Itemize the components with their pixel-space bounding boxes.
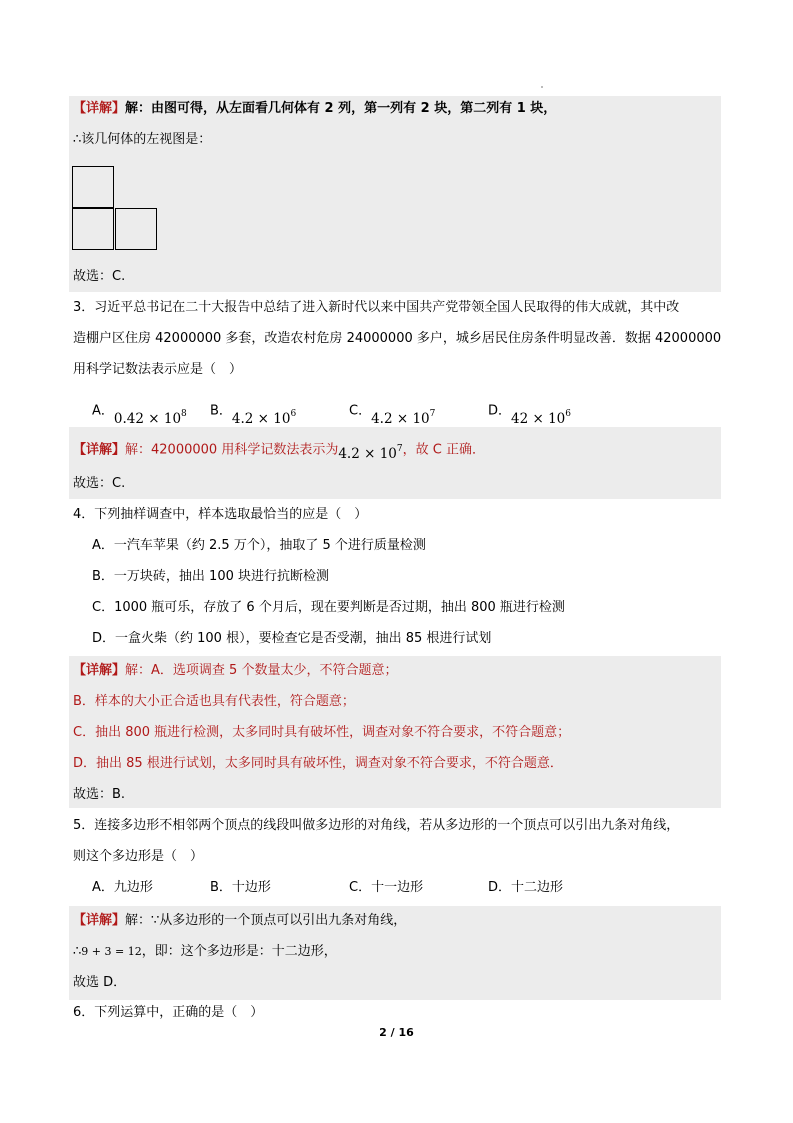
option-d: D．十二边形 bbox=[488, 880, 564, 895]
explanation-math bbox=[338, 446, 402, 462]
math-base: 4.2 × 10 bbox=[371, 410, 430, 427]
figure-square bbox=[72, 208, 114, 250]
explanation-line: B．样本的大小正合适也具有代表性，符合题意； bbox=[73, 694, 355, 709]
explanation-text: 解：由图可得，从左面看几何体有 2 列，第一列有 2 块，第二列有 1 块， bbox=[125, 101, 557, 116]
question-5-stem: 5．连接多边形不相邻两个顶点的线段叫做多边形的对角线，若从多边形的一个顶点可以引出九条对角线， bbox=[73, 818, 680, 833]
math-base: 0.42 × 10 bbox=[113, 410, 182, 427]
option-math bbox=[511, 411, 571, 427]
figure-square bbox=[72, 166, 114, 208]
option-b bbox=[210, 398, 297, 427]
question-3-stem: 造棚户区住房 42000000 多套，改造农村危房 24000000 多户，城乡居民住房条件明显改善．数据 42000000 bbox=[73, 331, 722, 346]
math-base: 4.2 × 10 bbox=[338, 445, 397, 462]
question-5-stem: 则这个多边形是（ ） bbox=[73, 849, 204, 864]
explanation-text: 解：∵从多边形的一个顶点可以引出九条对角线， bbox=[125, 913, 407, 928]
explanation-text: ∴ bbox=[73, 944, 82, 959]
explanation-line bbox=[73, 100, 556, 118]
option-letter: D． bbox=[488, 403, 512, 419]
explanation-math: 9 + 3 = 12 bbox=[81, 945, 142, 958]
figure-square bbox=[115, 208, 157, 250]
explanation-line: ∴该几何体的左视图是： bbox=[73, 132, 212, 147]
explanation-line bbox=[73, 662, 397, 680]
option-c bbox=[349, 398, 436, 427]
math-exponent: 6 bbox=[290, 409, 297, 419]
explanation-text: ，故 C 正确． bbox=[402, 442, 485, 458]
explanation-line: D．抽出 85 根进行试划，太多同时具有破坏性，调查对象不符合要求，不符合题意． bbox=[73, 756, 563, 771]
option-math bbox=[114, 411, 187, 427]
math-base: 4.2 × 10 bbox=[231, 410, 291, 427]
math-base: 42 × 10 bbox=[511, 410, 566, 427]
option-a: A．九边形 bbox=[92, 880, 153, 895]
option-c: C．1000 瓶可乐，存放了 6 个月后，现在要判断是否过期，抽出 800 瓶进行检测 bbox=[92, 600, 565, 615]
explanation-tag: 【详解】 bbox=[73, 101, 126, 116]
explanation-line bbox=[73, 912, 406, 930]
explanation-line: C．抽出 800 瓶进行检测，太多同时具有破坏性，调查对象不符合要求，不符合题意； bbox=[73, 725, 571, 740]
option-a: A．一汽车苹果（约 2.5 万个），抽取了 5 个进行质量检测 bbox=[92, 538, 426, 553]
option-math bbox=[232, 411, 296, 427]
explanation-line bbox=[73, 437, 485, 460]
math-exponent: 7 bbox=[396, 444, 403, 454]
question-3-stem: 3．习近平总书记在二十大报告中总结了进入新时代以来中国共产党带领全国人民取得的伟大成就，其中改 bbox=[73, 300, 680, 315]
math-exponent: 8 bbox=[181, 409, 187, 419]
answer-line: 故选 D． bbox=[73, 975, 127, 990]
option-a bbox=[92, 398, 187, 427]
explanation-line bbox=[73, 943, 337, 961]
question-4-stem: 4．下列抽样调查中，样本选取最恰当的应是（ ） bbox=[73, 507, 368, 522]
explanation-tag: 【详解】 bbox=[73, 442, 126, 458]
page-number: 2 / 16 bbox=[379, 1026, 414, 1039]
option-d: D．一盒火柴（约 100 根），要检查它是否受潮，抽出 85 根进行试划 bbox=[92, 631, 492, 646]
answer-line: 故选：B. bbox=[73, 787, 126, 802]
option-d bbox=[488, 398, 572, 427]
option-c: C．十一边形 bbox=[349, 880, 424, 895]
option-b: B．十边形 bbox=[210, 880, 271, 895]
explanation-text: 解：A．选项调查 5 个数量太少，不符合题意； bbox=[125, 663, 398, 678]
math-exponent: 6 bbox=[565, 409, 572, 419]
option-b: B．一万块砖，抽出 100 块进行抗断检测 bbox=[92, 569, 329, 584]
scan-dot bbox=[541, 86, 543, 88]
option-letter: B． bbox=[210, 403, 232, 419]
answer-line: 故选：C. bbox=[73, 476, 126, 491]
explanation-block-q2 bbox=[69, 96, 721, 292]
option-math bbox=[371, 411, 435, 427]
question-6-stem: 6．下列运算中，正确的是（ ） bbox=[73, 1005, 264, 1020]
explanation-text: ，即：这个多边形是：十二边形， bbox=[141, 944, 337, 959]
option-letter: C． bbox=[349, 403, 372, 419]
question-3-stem: 用科学记数法表示应是（ ） bbox=[73, 362, 243, 377]
explanation-tag: 【详解】 bbox=[73, 663, 126, 678]
option-letter: A． bbox=[92, 403, 114, 419]
explanation-tag: 【详解】 bbox=[73, 913, 126, 928]
math-exponent: 7 bbox=[429, 409, 436, 419]
explanation-text: 解：42000000 用科学记数法表示为 bbox=[125, 442, 339, 458]
answer-line: 故选：C. bbox=[73, 269, 126, 284]
